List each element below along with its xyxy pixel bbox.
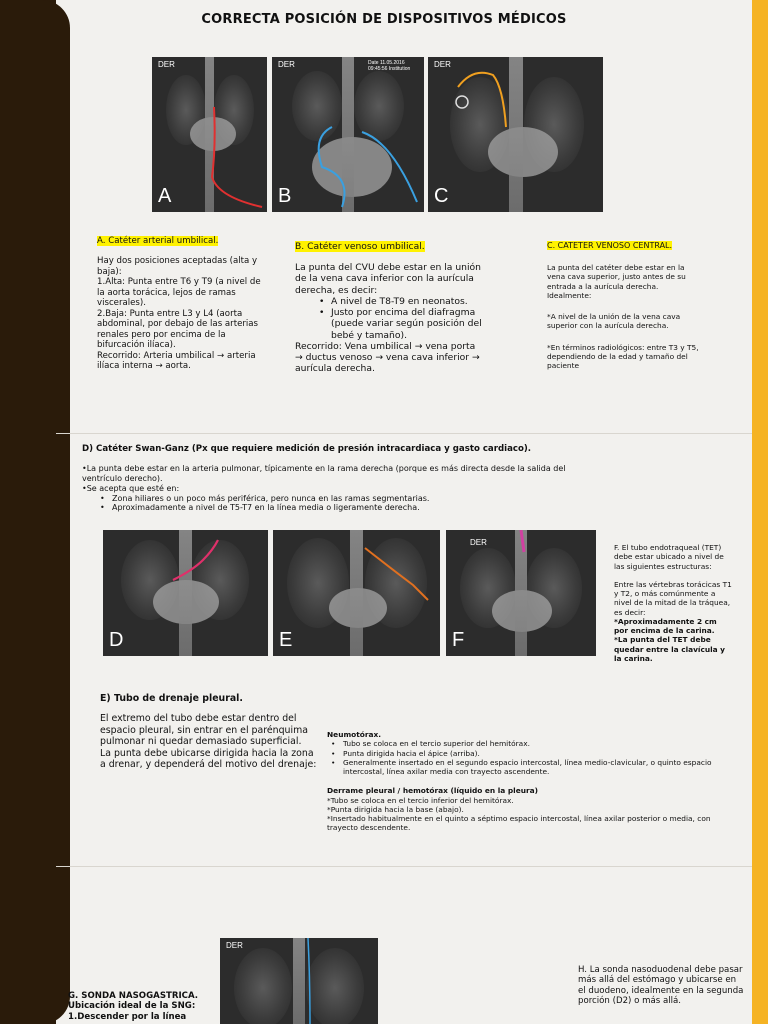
xray-image-c <box>428 57 603 212</box>
list-item: *Insertado habitualmente en el quinto a séptimo espacio intercostal, línea axilar posterior o media, con trayecto descendente. <box>327 814 711 833</box>
section-c-text: La punta del catéter debe estar en la vena cava superior, justo antes de su entrada a la aurícula derecha. Idealmente: <box>547 263 686 300</box>
image-letter: E <box>279 629 293 651</box>
section-e-heading: E) Tubo de drenaje pleural. <box>100 693 243 704</box>
xray-image-a <box>152 57 267 212</box>
section-c-text: *A nivel de la unión de la vena cava superior con la aurícula derecha. <box>547 312 681 331</box>
section-b-text: La punta del CVU debe estar en la unión de la vena cava inferior con la aurícula derecha, es decir: <box>295 262 482 296</box>
page-title: CORRECTA POSICIÓN DE DISPOSITIVOS MÉDICOS <box>201 12 567 27</box>
right-decorative-band <box>752 0 768 1024</box>
section-e-details <box>327 730 712 833</box>
section-a-text: Recorrido: Arteria umbilical → arteria ilíaca interna → aorta. <box>97 350 256 372</box>
list-item: *Punta dirigida hacia la base (abajo). <box>327 804 464 814</box>
section-divider <box>56 433 752 434</box>
section-g-heading: G. SONDA NASOGASTRICA. <box>68 991 199 1001</box>
section-divider <box>56 866 752 867</box>
xray-image-d <box>103 530 268 656</box>
derrame-title: Derrame pleural / hemotórax (líquido en la pleura) <box>327 786 538 796</box>
section-g-text: 1.Descender por la línea <box>68 1011 187 1022</box>
xray-image-g <box>220 938 378 1024</box>
section-d-text: •La punta debe estar en la arteria pulmonar, típicamente en la rama derecha (porque es más directa desde la salida del ventrículo derecho). <box>82 464 566 484</box>
section-b <box>295 241 485 374</box>
image-letter: D <box>109 629 124 651</box>
image-stamp: Date 11.05.2016 09:45:56 Institution <box>368 60 411 72</box>
section-c-heading: C. CATETER VENOSO CENTRAL. <box>547 241 673 250</box>
section-d-heading: D) Catéter Swan-Ganz (Px que requiere medición de presión intracardiaca y gasto cardiaco). <box>82 444 532 454</box>
section-b-heading: B. Catéter venoso umbilical. <box>295 241 425 252</box>
xray-image-b <box>272 57 424 212</box>
left-decorative-band <box>0 0 56 1024</box>
section-e-text: La punta debe ubicarse dirigida hacia la zona a drenar, y dependerá del motivo del drenaje: <box>100 747 317 771</box>
image-letter: F <box>452 629 465 651</box>
image-letter: B <box>278 185 292 207</box>
side-marker: DER <box>470 538 487 547</box>
section-c <box>547 241 705 370</box>
list-item: • Zona hiliares o un poco más periférica, pero nunca en las ramas segmentarias. <box>96 494 607 504</box>
side-marker: DER <box>226 941 243 950</box>
section-a-heading: A. Catéter arterial umbilical. <box>97 236 219 246</box>
section-g-text: Ubicación ideal de la SNG: <box>68 1001 196 1012</box>
neumotorax-title: Neumotórax. <box>327 730 382 739</box>
section-f-text: *Aproximadamente 2 cm por encima de la carina. <box>614 616 717 635</box>
section-a-text: Hay dos posiciones aceptadas (alta y baja): <box>97 256 258 277</box>
section-f-text: Entre las vértebras torácicas T1 y T2, o más comúnmente a nivel de la mitad de la tráquea, es decir: <box>614 579 732 617</box>
section-f-text: F. El tubo endotraqueal (TET) debe estar ubicado a nivel de las siguientes estructuras: <box>614 543 724 571</box>
list-item: • Justo por encima del diafragma (puede variar según posición del bebé y tamaño). <box>315 307 485 341</box>
section-g <box>68 991 218 1022</box>
section-e-text: El extremo del tubo debe estar dentro del espacio pleural, sin entrar en el parénquima pulmonar ni quedar demasiado superficial. <box>100 713 308 748</box>
xray-image-f <box>446 530 596 656</box>
list-item: *Tubo se coloca en el tercio inferior del hemitórax. <box>327 795 514 805</box>
section-f-text: *La punta del TET debe quedar entre la clavícula y la carina. <box>614 635 725 663</box>
section-h-text: H. La sonda nasoduodenal debe pasar más allá del estómago y ubicarse en el duodeno, idealmente en la segunda porción (D2) o más allá. <box>578 965 744 1007</box>
list-item: • Generalmente insertado en el segundo espacio intercostal, línea medio-clavicular, o quinto espacio intercostal, línea axilar media con trayecto ascendente. <box>327 758 712 777</box>
section-a <box>97 236 269 372</box>
section-b-text: Recorrido: Vena umbilical → vena porta → ductus venoso → vena cava inferior → aurícula derecha. <box>295 340 480 375</box>
section-d-text: •Se acepta que esté en: <box>82 483 180 493</box>
section-a-text: 1.Alta: Punta entre T6 y T9 (a nivel de la aorta torácica, lejos de ramas viscerales). <box>97 277 261 309</box>
section-d <box>82 444 607 513</box>
image-letter: A <box>158 185 172 207</box>
section-c-text: *En términos radiológicos: entre T3 y T5, dependiendo de la edad y tamaño del paciente <box>547 342 699 370</box>
section-e <box>100 693 318 771</box>
list-item: • Tubo se coloca en el tercio superior del hemitórax. <box>327 739 712 748</box>
side-marker: DER <box>158 60 175 69</box>
section-h <box>578 965 746 1007</box>
image-letter: C <box>434 185 449 207</box>
list-item: • Aproximadamente a nivel de T5-T7 en la línea media o ligeramente derecha. <box>96 503 607 513</box>
list-item: • Punta dirigida hacia el ápice (arriba). <box>327 749 712 758</box>
section-a-text: 2.Baja: Punta entre L3 y L4 (aorta abdominal, por debajo de las arterias renales pero por encima de la bifurcación ilíaca). <box>97 308 259 351</box>
side-marker: DER <box>278 60 295 69</box>
xray-image-e <box>273 530 440 656</box>
section-f <box>614 543 732 663</box>
list-item: • A nivel de T8-T9 en neonatos. <box>315 296 485 307</box>
side-marker: DER <box>434 60 451 69</box>
